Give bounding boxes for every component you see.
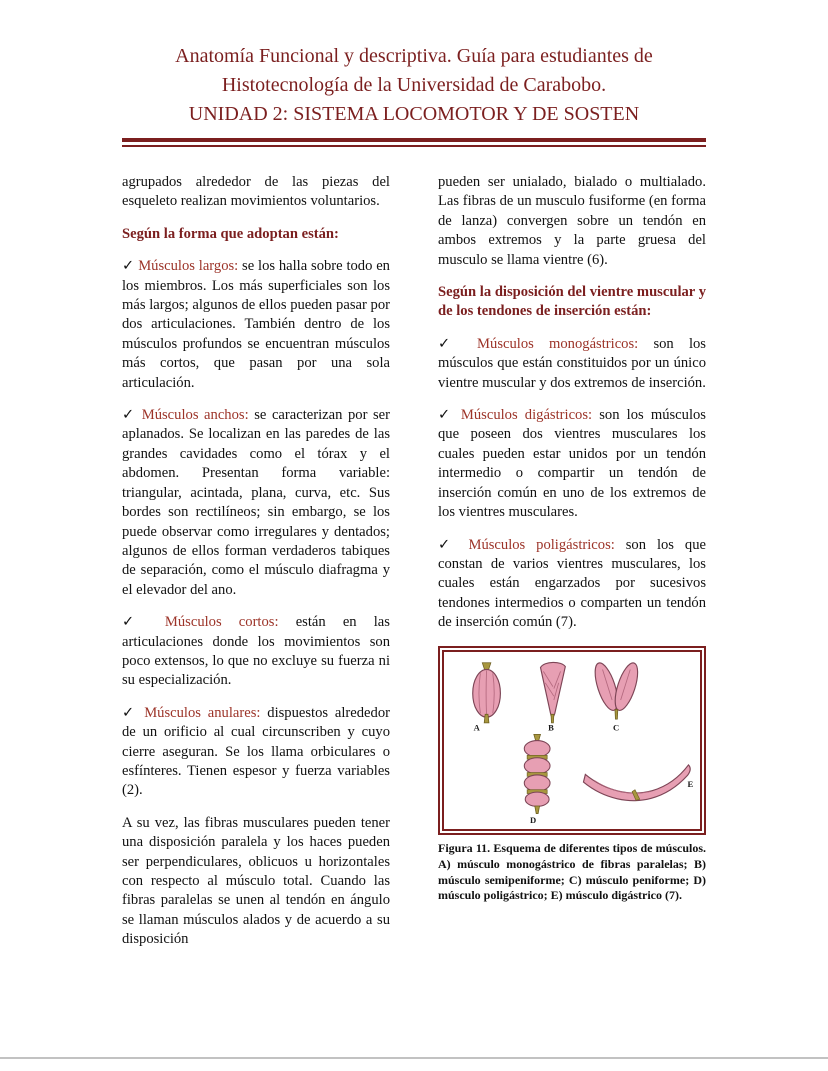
bullet-text: se caracterizan por ser aplanados. Se localizan en las paredes de las grandes cavidades como el tórax y el abdomen. Presentan forma variable: triangular, acintada, plana, curva, etc. Sus bordes son rectilíneos; sin embargo, se los puede observar como irregulares y dentados; algunos de ellos forman verdaderos tabiques de separación, como el músculo diafragma y el elevador del ano. xyxy=(122,407,391,598)
bullet-musculos-anulares xyxy=(122,704,390,801)
muscle-c-peniforme xyxy=(591,660,643,732)
figure-11-image xyxy=(442,650,702,832)
bullet-term: Músculos poligástricos: xyxy=(468,536,615,553)
figure-label-e: E xyxy=(687,778,694,789)
bullet-musculos-cortos xyxy=(122,613,390,691)
muscle-b-semipeniforme xyxy=(541,662,566,732)
bullet-term: Músculos largos: xyxy=(138,258,239,275)
bullet-text: son los músculos que están constituidos por un único vientre muscular y dos extremos de inserción. xyxy=(438,335,706,391)
page-boundary xyxy=(0,1057,828,1059)
bullet-text: son los músculos que poseen dos vientres musculares los cuales pueden estar unidos por un tendón intermedio o compartir un tendón de inserción común en uno de los extremos de los vientres musculares. xyxy=(438,407,706,521)
bullet-term: Músculos cortos: xyxy=(164,614,279,631)
figure-label-d: D xyxy=(530,814,537,825)
bullet-term: Músculos anchos: xyxy=(141,407,249,424)
check-icon: ✓ xyxy=(122,258,135,275)
header-divider xyxy=(122,138,706,147)
title-line-3: UNIDAD 2: SISTEMA LOCOMOTOR Y DE SOSTEN xyxy=(188,103,640,125)
bullet-text: están en las articulaciones donde los movimientos son poco extensos, lo que no excluye su fuerza ni su especialización. xyxy=(122,614,390,689)
left-column xyxy=(122,173,390,963)
check-icon: ✓ xyxy=(438,536,458,553)
section-heading-disposicion: Según la disposición del vientre muscular y de los tendones de inserción están: xyxy=(438,284,706,320)
check-icon: ✓ xyxy=(122,704,138,721)
bullet-term: Músculos anulares: xyxy=(144,704,261,721)
section-heading-forma: Según la forma que adoptan están: xyxy=(122,225,339,242)
muscle-d-poligastrico xyxy=(524,734,550,825)
check-icon: ✓ xyxy=(122,614,148,631)
figure-label-b: B xyxy=(548,722,554,733)
bullet-musculos-monogastricos xyxy=(438,335,706,393)
paragraph-intro-right: pueden ser unialado, bialado o multialado. Las fibras de un musculo fusiforme (en forma de lanza) convergen sobre un tendón en ambos extremos y la parte gruesa del musculo se llama vientre (6). xyxy=(438,174,706,268)
muscle-types-illustration xyxy=(446,658,698,828)
check-icon: ✓ xyxy=(438,407,454,424)
muscle-a-monogastrico xyxy=(473,662,501,732)
bullet-term: Músculos monogástricos: xyxy=(477,335,639,352)
bullet-musculos-largos xyxy=(122,257,390,393)
bullet-text: son los que constan de varios vientres musculares, los cuales están engarzados por sucesivos tendones intermedios o comparten un tendón de inserción común (7). xyxy=(438,536,706,631)
bullet-term: Músculos digástricos: xyxy=(460,407,593,424)
bullet-text: se los halla sobre todo en los miembros. Los más superficiales son los más largos; algunos de ellos pueden pasar por dos articulaciones. También dentro de los músculos profundos se encuentran músculos más cortos, que pasan por una sola articulación. xyxy=(122,258,390,391)
bullet-text: dispuestos alrededor de un orificio al cual circunscriben y cuyo cierre aseguran. Se los llama orbiculares o esfínteres. Tienen espesor y fuerza variables (2). xyxy=(122,704,390,799)
figure-label-c: C xyxy=(613,722,620,733)
two-column-content xyxy=(122,173,706,963)
figure-11-frame xyxy=(438,646,706,836)
title-line-1: Anatomía Funcional y descriptiva. Guía para estudiantes de xyxy=(175,45,653,67)
right-column xyxy=(438,173,706,963)
title-line-2: Histotecnología de la Universidad de Carabobo. xyxy=(221,74,607,96)
figure-11-caption: Figura 11. Esquema de diferentes tipos de músculos. A) músculo monogástrico de fibras paralelas; B) músculo semipeniforme; C) músculo peniforme; D) músculo poligástrico; E) músculo digástrico (7). xyxy=(438,841,706,903)
check-icon: ✓ xyxy=(122,407,137,424)
bullet-musculos-digastricos xyxy=(438,406,706,522)
paragraph-closing-left: A su vez, las fibras musculares pueden tener una disposición paralela y los haces pueden ser perpendiculares, oblicuos u horizontales con respecto al músculo total. Cuando las fibras paralelas se unen al tendón en ángulo se llaman músculos alados y de acuerdo a su disposición xyxy=(122,814,390,948)
figure-label-a: A xyxy=(473,722,480,733)
check-icon: ✓ xyxy=(438,335,462,352)
paragraph-intro-left: agrupados alrededor de las piezas del esqueleto realizan movimientos voluntarios. xyxy=(122,174,390,210)
document-header xyxy=(122,42,706,129)
muscle-e-digastrico xyxy=(583,764,693,800)
bullet-musculos-anchos xyxy=(122,406,390,600)
bullet-musculos-poligastricos xyxy=(438,536,706,633)
